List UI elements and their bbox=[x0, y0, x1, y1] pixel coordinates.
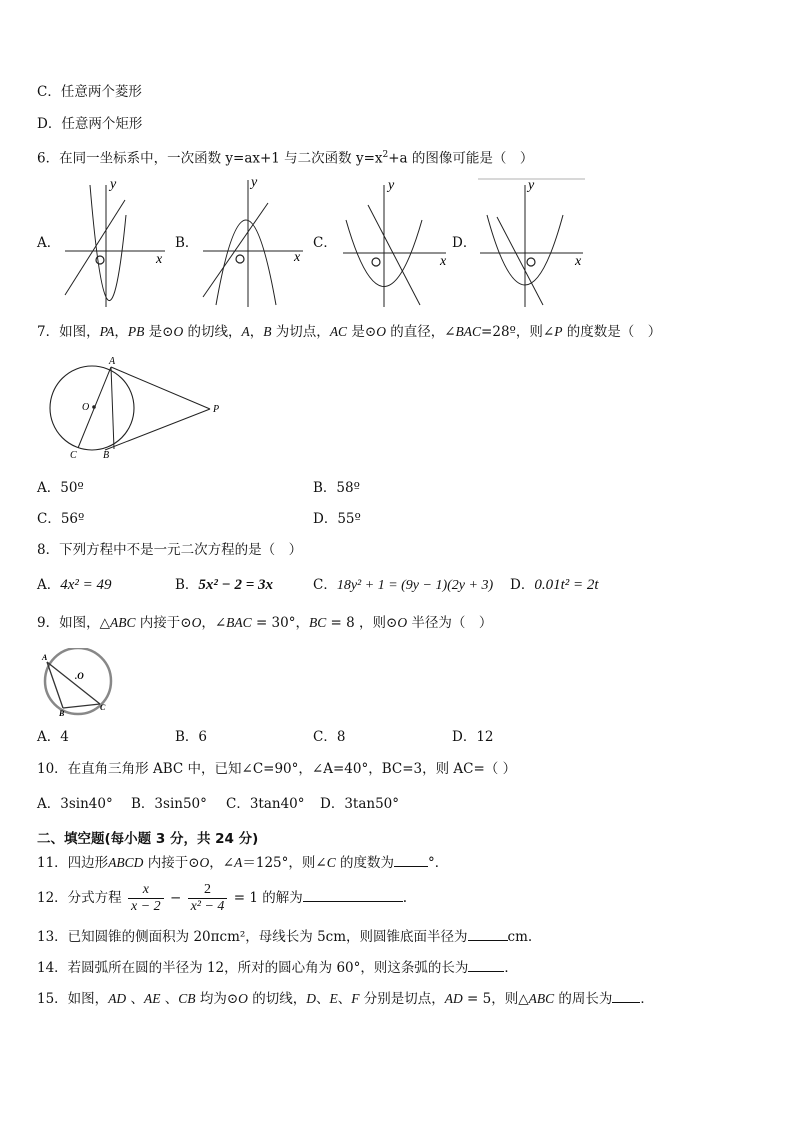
q9-figure bbox=[38, 648, 118, 718]
q6-label-b: B． bbox=[175, 235, 199, 251]
line bbox=[65, 200, 125, 295]
question-13: 13．已知圆锥的侧面积为 20πcm²，母线长为 5cm，则圆锥底面半径为 cm. bbox=[37, 929, 533, 945]
q8-option-b: B．5x² − 2 = 3x bbox=[175, 577, 274, 593]
q10-option-c: C．3tan40° bbox=[226, 796, 305, 812]
q6-graph-d bbox=[475, 175, 590, 310]
answer-blank[interactable] bbox=[612, 989, 640, 1003]
x-label: x bbox=[440, 254, 447, 269]
q9-option-c: C．8 bbox=[313, 729, 346, 745]
q5-option-d: D．任意两个矩形 bbox=[37, 116, 143, 132]
x-label: x bbox=[156, 252, 163, 267]
q6-label-c: C． bbox=[313, 235, 337, 251]
q8-option-a: A．4x² = 49 bbox=[37, 577, 112, 593]
origin-marker bbox=[372, 258, 380, 266]
q7-figure bbox=[45, 352, 230, 464]
circle-o bbox=[50, 366, 134, 450]
line bbox=[368, 205, 420, 305]
label-a: A bbox=[42, 653, 48, 662]
q5-option-c: C．任意两个菱形 bbox=[37, 84, 142, 100]
label-a: A bbox=[109, 356, 116, 367]
x-label: x bbox=[294, 250, 301, 265]
y-label: y bbox=[251, 175, 258, 190]
tangent-pb bbox=[105, 409, 210, 450]
q7-option-d: D．55º bbox=[313, 511, 361, 527]
question-7-stem: 7．如图，PA，PB 是⊙O 的切线，A，B 为切点，AC 是⊙O 的直径，∠BAC=28º，则∠P 的度数是（ ） bbox=[37, 324, 662, 340]
q8-option-d: D．0.01t² = 2t bbox=[510, 577, 599, 593]
label-b: B bbox=[59, 709, 65, 718]
label-o: O bbox=[82, 402, 90, 413]
y-label: y bbox=[388, 178, 395, 193]
q6-graph-a bbox=[60, 175, 170, 310]
fraction-2: $\frac{2}{\text{x² − 4}}$ bbox=[188, 882, 228, 915]
line bbox=[203, 203, 268, 297]
x-label: x bbox=[575, 254, 582, 269]
section-2-heading: 二、填空题(每小题 3 分，共 24 分) bbox=[37, 831, 259, 847]
question-12: 12．分式方程 $\frac{x}{x - 2}$ − $\frac{2}{\text{x² − 4}}$ = 1 的解为 . bbox=[37, 882, 407, 914]
q7-option-b: B．58º bbox=[313, 480, 360, 496]
q6-graph-b bbox=[198, 175, 308, 310]
q6-graph-c bbox=[338, 175, 453, 310]
chord-ab bbox=[111, 367, 114, 449]
question-6-stem: 6．在同一坐标系中，一次函数 y=ax+1 与二次函数 $y=x^2+a$ 的图像可能是（ ） bbox=[37, 150, 534, 167]
question-9-stem: 9．如图，△ABC 内接于⊙O，∠BAC = 30°，BC = 8 ，则⊙O 半径为（ ） bbox=[37, 615, 493, 631]
q10-option-a: A．3sin40° bbox=[37, 796, 113, 812]
q9-option-d: D．12 bbox=[452, 729, 494, 745]
q9-option-b: B．6 bbox=[175, 729, 208, 745]
q7-option-a: A．50º bbox=[37, 480, 84, 496]
side-bc bbox=[63, 704, 100, 708]
label-c: C bbox=[100, 703, 106, 712]
parabola bbox=[90, 185, 126, 301]
q9-option-a: A．4 bbox=[37, 729, 69, 745]
q6-label-a: A． bbox=[37, 235, 61, 251]
q10-option-d: D．3tan50° bbox=[320, 796, 400, 812]
origin-marker bbox=[96, 256, 104, 264]
line bbox=[497, 217, 543, 305]
question-15: 15．如图，AD 、AE 、CB 均为⊙O 的切线，D、E、F 分别是切点，AD = 5，则△ABC 的周长为 ． bbox=[37, 991, 654, 1007]
y-label: y bbox=[110, 177, 117, 192]
q7-option-c: C．56º bbox=[37, 511, 85, 527]
label-b: B bbox=[103, 450, 110, 461]
origin-marker bbox=[527, 258, 535, 266]
question-10-stem: 10．在直角三角形 ABC 中，已知∠C=90°，∠A=40°，BC=3，则 AC=（ ） bbox=[37, 761, 517, 777]
question-11: 11．四边形ABCD 内接于⊙O，∠A＝125°，则∠C 的度数为 °． bbox=[37, 855, 449, 871]
q8-option-c: C．18y² + 1 = (9y − 1)(2y + 3) bbox=[313, 577, 494, 593]
y-label: y bbox=[528, 178, 535, 193]
fraction-1: $\frac{x}{x - 2}$ bbox=[128, 882, 164, 915]
answer-blank[interactable] bbox=[468, 927, 508, 941]
tangent-pa bbox=[111, 367, 210, 409]
q10-option-b: B．3sin50° bbox=[131, 796, 207, 812]
question-14: 14．若圆弧所在圆的半径为 12，所对的圆心角为 60°，则这条弧的长为 ． bbox=[37, 960, 518, 976]
label-o: .O bbox=[75, 671, 84, 681]
answer-blank[interactable] bbox=[303, 888, 403, 902]
q6-label-d: D． bbox=[452, 235, 477, 251]
answer-blank[interactable] bbox=[394, 853, 428, 867]
parabola bbox=[216, 220, 276, 305]
origin-marker bbox=[236, 255, 244, 263]
question-8-stem: 8．下列方程中不是一元二次方程的是（ ） bbox=[37, 542, 303, 558]
answer-blank[interactable] bbox=[468, 958, 504, 972]
label-c: C bbox=[70, 450, 77, 461]
center-dot bbox=[92, 405, 96, 409]
label-p: P bbox=[213, 404, 220, 415]
